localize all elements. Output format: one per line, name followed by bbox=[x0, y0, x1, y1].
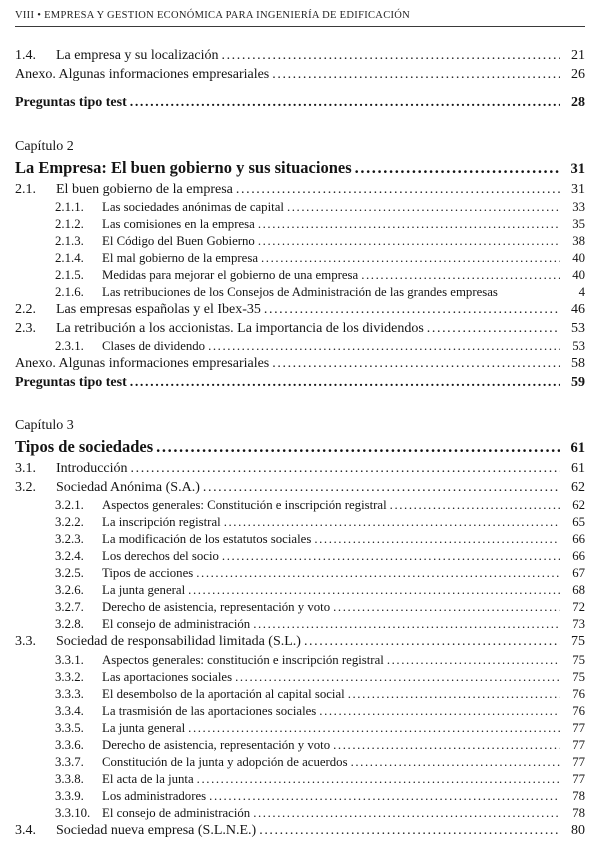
entry-number: 2.1. bbox=[15, 181, 36, 197]
toc-entry bbox=[15, 771, 585, 788]
toc-entry bbox=[15, 805, 585, 822]
entry-title: El acta de la junta bbox=[102, 771, 194, 786]
toc-entry bbox=[15, 548, 585, 565]
dot-leader bbox=[130, 94, 560, 113]
dot-leader bbox=[258, 216, 560, 233]
entry-title: Las aportaciones sociales bbox=[102, 669, 233, 684]
entry-page-number: 28 bbox=[571, 95, 585, 110]
entry-title: Las comisiones en la empresa bbox=[102, 217, 255, 231]
entry-number: 3.2.1. bbox=[55, 498, 84, 512]
entry-number: 3.4. bbox=[15, 822, 36, 838]
entry-number: 3.3.1. bbox=[55, 652, 84, 667]
dot-leader bbox=[236, 181, 560, 200]
toc-entry bbox=[15, 514, 585, 531]
entry-number: 3.3.8. bbox=[55, 771, 84, 786]
entry-title: La junta general bbox=[102, 583, 186, 597]
entry-number: 3.2.7. bbox=[55, 600, 84, 614]
entry-title: Anexo. Algunas informaciones empresariales bbox=[15, 356, 270, 371]
toc-entry bbox=[15, 94, 585, 113]
chapter-title: La Empresa: El buen gobierno y sus situaciones bbox=[15, 157, 352, 177]
toc-entry bbox=[15, 250, 585, 267]
entry-title: Sociedad Anónima (S.A.) bbox=[56, 479, 200, 495]
entry-title: Los administradores bbox=[102, 788, 207, 803]
toc-entry bbox=[15, 233, 585, 250]
entry-title: El buen gobierno de la empresa bbox=[56, 181, 233, 197]
toc-entry bbox=[15, 47, 585, 66]
toc-entry bbox=[15, 599, 585, 616]
entry-number: 3.2.5. bbox=[55, 566, 84, 580]
entry-number: 3.3.6. bbox=[55, 737, 84, 752]
entry-page-number: 40 bbox=[572, 251, 585, 265]
entry-number: 3.2.4. bbox=[55, 549, 84, 563]
toc-entry bbox=[15, 565, 585, 582]
chapter-block bbox=[15, 137, 585, 181]
running-header: VIII • EMPRESA Y GESTION ECONÓMICA PARA INGENIERÍA DE EDIFICACIÓN bbox=[15, 10, 585, 27]
dot-leader bbox=[209, 788, 560, 805]
dot-leader bbox=[222, 548, 560, 565]
toc-entry bbox=[15, 355, 585, 374]
entry-page-number: 53 bbox=[571, 320, 585, 336]
dot-leader bbox=[130, 374, 560, 393]
entry-page-number: 46 bbox=[571, 302, 585, 317]
entry-title: Constitución de la junta y adopción de acuerdos bbox=[102, 754, 348, 769]
dot-leader bbox=[333, 737, 560, 754]
chapter-title-row bbox=[15, 435, 585, 460]
entry-number: 3.3.2. bbox=[55, 669, 84, 684]
entry-title: Los derechos del socio bbox=[102, 549, 219, 563]
toc-entry bbox=[15, 822, 585, 841]
dot-leader bbox=[235, 669, 560, 686]
entry-number: 3.1. bbox=[15, 461, 36, 476]
entry-title: Introducción bbox=[56, 461, 128, 476]
entry-page-number: 26 bbox=[571, 66, 585, 82]
dot-leader bbox=[253, 805, 560, 822]
entry-page-number: 76 bbox=[572, 686, 585, 701]
entry-number: 2.3. bbox=[15, 320, 36, 336]
toc-entry bbox=[15, 267, 585, 284]
entry-page-number: 73 bbox=[572, 617, 585, 631]
entry-number: 3.2.8. bbox=[55, 617, 84, 631]
entry-page-number: 21 bbox=[571, 48, 585, 63]
entry-page-number: 75 bbox=[572, 669, 585, 684]
entry-number: 3.3.5. bbox=[55, 720, 84, 735]
entry-number: 3.3.7. bbox=[55, 754, 84, 769]
entry-title: Sociedad nueva empresa (S.L.N.E.) bbox=[56, 822, 257, 838]
entry-number: 2.1.1. bbox=[55, 200, 84, 214]
chapter-title: Tipos de sociedades bbox=[15, 437, 154, 456]
entry-page-number: 61 bbox=[571, 461, 585, 476]
entry-title: Preguntas tipo test bbox=[15, 374, 127, 390]
entry-title: El consejo de administración bbox=[102, 805, 251, 820]
entry-page-number: 53 bbox=[572, 339, 585, 353]
dot-leader bbox=[258, 233, 560, 250]
entry-number: 3.3.3. bbox=[55, 686, 84, 701]
toc-entry bbox=[15, 582, 585, 599]
entry-page-number: 31 bbox=[571, 181, 585, 197]
chapter-title-row bbox=[15, 156, 585, 181]
table-of-contents bbox=[15, 47, 585, 840]
entry-title: La modificación de los estatutos sociales bbox=[102, 532, 312, 546]
toc-entry bbox=[15, 338, 585, 355]
toc-entry bbox=[15, 531, 585, 548]
entry-title: El desembolso de la aportación al capital social bbox=[102, 686, 345, 701]
entry-page-number: 66 bbox=[572, 532, 585, 546]
dot-leader bbox=[224, 514, 560, 531]
toc-entry bbox=[15, 788, 585, 805]
entry-number: 1.4. bbox=[15, 48, 36, 63]
entry-number: 3.2. bbox=[15, 479, 36, 495]
toc-entry bbox=[15, 374, 585, 393]
toc-entry bbox=[15, 669, 585, 686]
entry-page-number: 78 bbox=[572, 805, 585, 820]
entry-title: Anexo. Algunas informaciones empresariales bbox=[15, 66, 270, 82]
chapter-block bbox=[15, 416, 585, 460]
toc-entry bbox=[15, 66, 585, 85]
entry-title: La trasmisión de las aportaciones sociales bbox=[102, 703, 317, 718]
toc-entry bbox=[15, 754, 585, 771]
dot-leader bbox=[387, 652, 560, 669]
chapter-label: Capítulo 3 bbox=[15, 418, 74, 433]
entry-number: 3.2.3. bbox=[55, 532, 84, 546]
dot-leader bbox=[208, 338, 560, 355]
entry-title: Aspectos generales: constitución e inscripción registral bbox=[102, 652, 384, 667]
entry-page-number: 77 bbox=[572, 720, 585, 735]
entry-page-number: 76 bbox=[572, 703, 585, 718]
toc-entry bbox=[15, 199, 585, 216]
entry-title: El mal gobierno de la empresa bbox=[102, 251, 258, 265]
entry-title: Derecho de asistencia, representación y voto bbox=[102, 600, 331, 614]
dot-leader bbox=[287, 199, 560, 216]
toc-entry bbox=[15, 720, 585, 737]
entry-number: 3.3. bbox=[15, 634, 36, 649]
chapter-label: Capítulo 2 bbox=[15, 138, 74, 154]
entry-title: Preguntas tipo test bbox=[15, 95, 127, 110]
entry-number: 3.2.6. bbox=[55, 583, 84, 597]
chapter-page-number: 61 bbox=[570, 440, 585, 456]
entry-title: La junta general bbox=[102, 720, 186, 735]
toc-entry bbox=[15, 497, 585, 514]
entry-number: 2.3.1. bbox=[55, 339, 84, 353]
entry-title: Tipos de acciones bbox=[102, 566, 194, 580]
entry-title: El consejo de administración bbox=[102, 617, 251, 631]
entry-number: 3.3.9. bbox=[55, 788, 84, 803]
entry-number: 3.2.2. bbox=[55, 515, 84, 529]
entry-page-number: 68 bbox=[572, 583, 585, 597]
entry-title: Derecho de asistencia, representación y voto bbox=[102, 737, 331, 752]
dot-leader bbox=[197, 771, 560, 788]
dot-leader bbox=[221, 47, 560, 66]
dot-leader bbox=[355, 156, 560, 180]
entry-page-number: 67 bbox=[572, 566, 585, 580]
toc-entry bbox=[15, 703, 585, 720]
entry-title: Medidas para mejorar el gobierno de una empresa bbox=[102, 268, 359, 282]
dot-leader bbox=[351, 754, 560, 771]
entry-number: 2.1.6. bbox=[55, 285, 84, 299]
dot-leader bbox=[348, 686, 560, 703]
chapter-page-number: 31 bbox=[570, 160, 585, 177]
entry-title: Las sociedades anónimas de capital bbox=[102, 200, 284, 214]
entry-title: La inscripción registral bbox=[102, 515, 221, 529]
toc-entry bbox=[15, 686, 585, 703]
entry-page-number: 77 bbox=[572, 737, 585, 752]
entry-title: Aspectos generales: Constitución e inscripción registral bbox=[102, 498, 387, 512]
entry-number: 2.2. bbox=[15, 302, 36, 317]
entry-page-number: 80 bbox=[571, 822, 585, 838]
toc-entry bbox=[15, 216, 585, 233]
dot-leader bbox=[361, 267, 560, 284]
entry-page-number: 78 bbox=[572, 788, 585, 803]
toc-entry bbox=[15, 652, 585, 669]
entry-page-number: 75 bbox=[572, 652, 585, 667]
dot-leader bbox=[272, 66, 560, 85]
entry-page-number: 59 bbox=[571, 374, 585, 390]
dot-leader bbox=[156, 435, 560, 459]
entry-page-number: 62 bbox=[571, 479, 585, 495]
entry-page-number: 38 bbox=[572, 234, 585, 248]
entry-page-number: 65 bbox=[572, 515, 585, 529]
entry-page-number: 58 bbox=[571, 356, 585, 371]
entry-page-number: 77 bbox=[572, 754, 585, 769]
entry-number: 2.1.4. bbox=[55, 251, 84, 265]
entry-title: Clases de dividendo bbox=[102, 339, 206, 353]
toc-entry bbox=[15, 301, 585, 320]
dot-leader bbox=[253, 616, 560, 633]
dot-leader bbox=[259, 822, 560, 841]
dot-leader bbox=[196, 565, 560, 582]
entry-title: La empresa y su localización bbox=[56, 48, 219, 63]
toc-entry bbox=[15, 460, 585, 479]
toc-entry bbox=[15, 737, 585, 754]
dot-leader bbox=[188, 582, 560, 599]
entry-number: 2.1.2. bbox=[55, 217, 84, 231]
entry-number: 3.3.4. bbox=[55, 703, 84, 718]
dot-leader bbox=[203, 479, 560, 498]
entry-page-number: 33 bbox=[572, 200, 585, 214]
dot-leader bbox=[131, 460, 560, 479]
dot-leader bbox=[319, 703, 560, 720]
entry-number: 2.1.3. bbox=[55, 234, 84, 248]
toc-entry bbox=[15, 616, 585, 633]
toc-entry bbox=[15, 284, 585, 301]
entry-page-number: 4 bbox=[578, 285, 585, 299]
toc-entry bbox=[15, 479, 585, 498]
entry-page-number: 62 bbox=[572, 498, 585, 512]
entry-title: La retribución a los accionistas. La importancia de los dividendos bbox=[56, 320, 424, 336]
toc-entry bbox=[15, 633, 585, 652]
dot-leader bbox=[188, 720, 560, 737]
entry-page-number: 40 bbox=[572, 268, 585, 282]
entry-number: 3.3.10. bbox=[55, 805, 91, 820]
entry-title: Las empresas españolas y el Ibex-35 bbox=[56, 302, 261, 317]
dot-leader bbox=[272, 355, 560, 374]
entry-title: Las retribuciones de los Consejos de Administración de las grandes empresas bbox=[102, 285, 498, 299]
entry-title: Sociedad de responsabilidad limitada (S.L.) bbox=[56, 634, 301, 649]
toc-entry bbox=[15, 181, 585, 200]
toc-entry bbox=[15, 320, 585, 339]
dot-leader bbox=[333, 599, 560, 616]
entry-title: El Código del Buen Gobierno bbox=[102, 234, 255, 248]
dot-leader bbox=[264, 301, 560, 320]
dot-leader bbox=[427, 320, 560, 339]
dot-leader bbox=[304, 633, 560, 652]
entry-page-number: 75 bbox=[571, 634, 585, 649]
dot-leader bbox=[261, 250, 560, 267]
entry-page-number: 35 bbox=[572, 217, 585, 231]
entry-page-number: 72 bbox=[572, 600, 585, 614]
entry-page-number: 77 bbox=[572, 771, 585, 786]
entry-page-number: 66 bbox=[572, 549, 585, 563]
entry-number: 2.1.5. bbox=[55, 268, 84, 282]
dot-leader bbox=[314, 531, 560, 548]
dot-leader bbox=[390, 497, 560, 514]
